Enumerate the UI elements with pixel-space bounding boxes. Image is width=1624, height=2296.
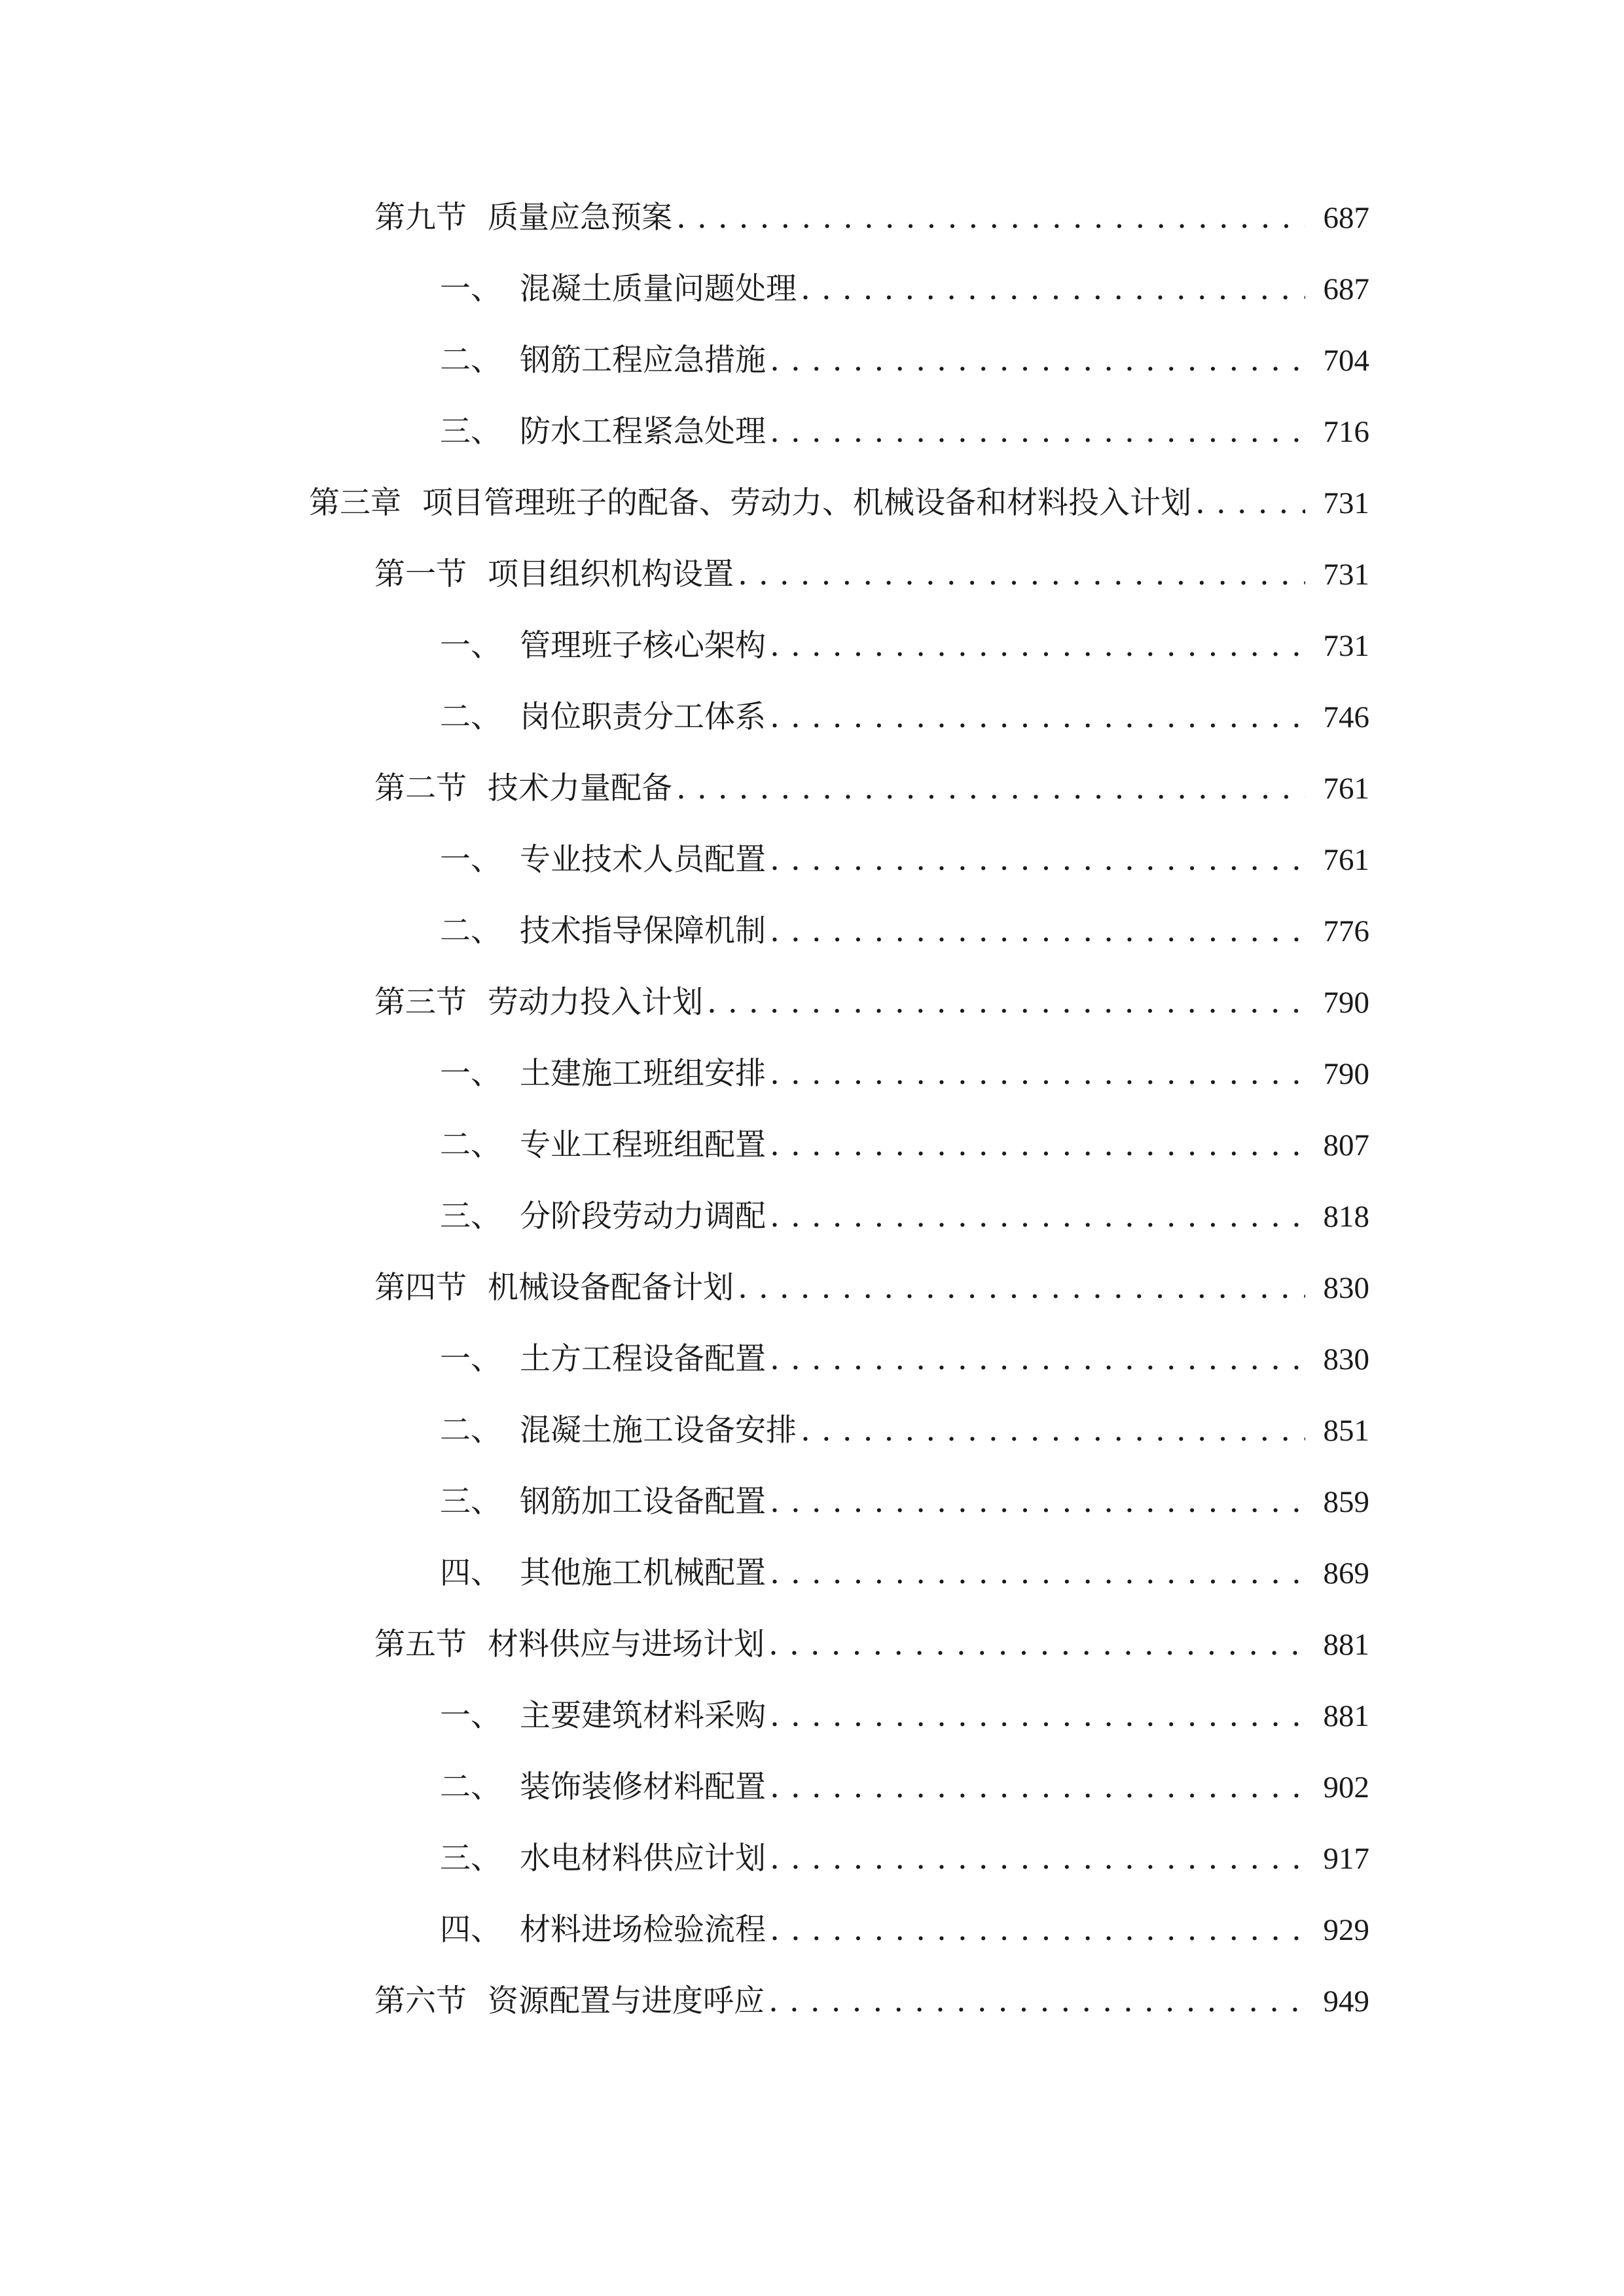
toc-entry-item[interactable] (440, 1194, 1369, 1240)
toc-entry-item[interactable] (440, 1408, 1369, 1454)
toc-entry-title: 专业技术人员配置 (520, 842, 766, 878)
toc-entry-number: 一、 (440, 271, 501, 307)
dot-leader (770, 1336, 1305, 1382)
toc-entry-number: 第二节 (374, 770, 467, 806)
toc-entry-number: 二、 (440, 699, 501, 735)
toc-entry-title: 主要建筑材料采购 (520, 1698, 766, 1734)
toc-entry-section[interactable] (374, 980, 1369, 1026)
toc-entry-title: 资源配置与进度呼应 (488, 1983, 765, 2019)
toc-entry-section[interactable] (374, 1979, 1369, 2024)
toc-entry-number: 一、 (440, 628, 501, 664)
toc-entry-title: 土建施工班组安排 (520, 1056, 766, 1092)
toc-entry-number: 三、 (440, 1840, 501, 1876)
toc-entry-number: 三、 (440, 414, 501, 450)
toc-entry-item[interactable] (440, 837, 1369, 883)
toc-entry-chapter[interactable] (309, 480, 1369, 526)
dot-leader (770, 1765, 1305, 1810)
dot-leader (1195, 480, 1305, 526)
toc-entry-number: 第三节 (374, 984, 467, 1020)
toc-entry-item[interactable] (440, 1336, 1369, 1382)
toc-entry-number: 第一节 (374, 556, 467, 592)
dot-leader (801, 1408, 1305, 1454)
toc-entry-title: 水电材料供应计划 (520, 1840, 766, 1876)
toc-entry-page: 790 (1323, 986, 1369, 1020)
toc-entry-title: 材料进场检验流程 (520, 1912, 766, 1948)
toc-entry-page: 716 (1323, 415, 1369, 449)
dot-leader (676, 766, 1305, 812)
toc-entry-page: 818 (1323, 1200, 1369, 1234)
toc-entry-number: 第四节 (374, 1270, 467, 1306)
dot-leader (770, 338, 1305, 384)
toc-entry-title: 管理班子核心架构 (520, 628, 766, 664)
toc-entry-page: 790 (1323, 1057, 1369, 1091)
toc-entry-number: 二、 (440, 1769, 501, 1805)
dot-leader (738, 552, 1305, 598)
toc-entry-number: 第九节 (374, 200, 467, 236)
toc-entry-title: 钢筋工程应急措施 (520, 342, 766, 378)
toc-entry-title: 机械设备配备计划 (488, 1270, 734, 1306)
toc-entry-item[interactable] (440, 409, 1369, 455)
toc-entry-page: 881 (1323, 1628, 1369, 1662)
toc-entry-item[interactable] (440, 338, 1369, 384)
toc-entry-page: 949 (1323, 1984, 1369, 2018)
toc-entry-page: 881 (1323, 1699, 1369, 1733)
toc-entry-number: 三、 (440, 1484, 501, 1520)
toc-entry-title: 土方工程设备配置 (520, 1341, 766, 1377)
dot-leader (676, 195, 1305, 241)
dot-leader (768, 1979, 1305, 2024)
toc-entry-item[interactable] (440, 694, 1369, 740)
toc-entry-page: 807 (1323, 1128, 1369, 1162)
dot-leader (770, 623, 1305, 669)
dot-leader (768, 1622, 1305, 1668)
dot-leader (707, 980, 1305, 1026)
toc-entry-number: 一、 (440, 1341, 501, 1377)
toc-entry-number: 第五节 (374, 1626, 467, 1662)
dot-leader (770, 1479, 1305, 1525)
toc-entry-item[interactable] (440, 266, 1369, 312)
toc-entry-page: 761 (1323, 843, 1369, 877)
toc-entry-title: 项目管理班子的配备、劳动力、机械设备和材料投入计划 (422, 485, 1191, 521)
toc-entry-page: 746 (1323, 700, 1369, 734)
toc-entry-page: 761 (1323, 772, 1369, 806)
toc-entry-page: 902 (1323, 1770, 1369, 1804)
toc-entry-number: 一、 (440, 1698, 501, 1734)
toc-entry-page: 776 (1323, 914, 1369, 948)
toc-entry-title: 专业工程班组配置 (520, 1127, 766, 1163)
toc-entry-number: 第三章 (309, 485, 401, 521)
toc-entry-item[interactable] (440, 1122, 1369, 1168)
toc-entry-number: 四、 (440, 1912, 501, 1948)
dot-leader (770, 1551, 1305, 1596)
toc-entry-title: 项目组织机构设置 (488, 556, 734, 592)
toc-entry-title: 其他施工机械配置 (520, 1555, 766, 1591)
toc-entry-item[interactable] (440, 623, 1369, 669)
toc-entry-page: 830 (1323, 1342, 1369, 1376)
toc-entry-section[interactable] (374, 1265, 1369, 1311)
toc-entry-item[interactable] (440, 908, 1369, 954)
toc-entry-title: 混凝土施工设备安排 (520, 1412, 797, 1448)
toc-entry-page: 859 (1323, 1485, 1369, 1519)
toc-entry-title: 材料供应与进场计划 (488, 1626, 765, 1662)
toc-entry-page: 929 (1323, 1913, 1369, 1947)
toc-entry-title: 技术指导保障机制 (520, 913, 766, 949)
toc-entry-page: 917 (1323, 1842, 1369, 1876)
toc-entry-page: 731 (1323, 558, 1369, 592)
toc-entry-number: 二、 (440, 1127, 501, 1163)
dot-leader (770, 1836, 1305, 1882)
dot-leader (770, 1907, 1305, 1953)
toc-entry-number: 四、 (440, 1555, 501, 1591)
toc-entry-page: 869 (1323, 1556, 1369, 1590)
dot-leader (738, 1265, 1305, 1311)
toc-entry-number: 二、 (440, 1412, 501, 1448)
dot-leader (770, 908, 1305, 954)
toc-entry-title: 混凝土质量问题处理 (520, 271, 797, 307)
dot-leader (770, 1122, 1305, 1168)
dot-leader (770, 409, 1305, 455)
toc-entry-page: 731 (1323, 629, 1369, 663)
toc-entry-item[interactable] (440, 1836, 1369, 1882)
dot-leader (770, 1693, 1305, 1739)
toc-entry-item[interactable] (440, 1479, 1369, 1525)
toc-entry-page: 704 (1323, 344, 1369, 378)
dot-leader (801, 266, 1305, 312)
toc-entry-item[interactable] (440, 1907, 1369, 1953)
toc-entry-number: 二、 (440, 342, 501, 378)
toc-entry-title: 劳动力投入计划 (488, 984, 703, 1020)
dot-leader (770, 694, 1305, 740)
toc-entry-page: 731 (1323, 486, 1369, 520)
toc-entry-number: 一、 (440, 1056, 501, 1092)
toc-entry-page: 687 (1323, 201, 1369, 235)
dot-leader (770, 1051, 1305, 1097)
toc-entry-title: 质量应急预案 (488, 200, 672, 236)
toc-entry-section[interactable] (374, 1622, 1369, 1668)
toc-entry-page: 851 (1323, 1414, 1369, 1448)
toc-entry-section[interactable] (374, 552, 1369, 598)
toc-entry-number: 三、 (440, 1198, 501, 1234)
toc-entry-number: 二、 (440, 913, 501, 949)
toc-entry-item[interactable] (440, 1765, 1369, 1810)
toc-entry-number: 第六节 (374, 1983, 467, 2019)
toc-entry-item[interactable] (440, 1051, 1369, 1097)
toc-entry-title: 岗位职责分工体系 (520, 699, 766, 735)
toc-entry-page: 830 (1323, 1271, 1369, 1305)
toc-entry-page: 687 (1323, 272, 1369, 306)
toc-entry-title: 钢筋加工设备配置 (520, 1484, 766, 1520)
toc-entry-title: 分阶段劳动力调配 (520, 1198, 766, 1234)
toc-entry-title: 防水工程紧急处理 (520, 414, 766, 450)
toc-entry-title: 技术力量配备 (488, 770, 672, 806)
dot-leader (770, 1194, 1305, 1240)
toc-entry-item[interactable] (440, 1551, 1369, 1596)
toc-entry-item[interactable] (440, 1693, 1369, 1739)
toc-entry-section[interactable] (374, 766, 1369, 812)
dot-leader (770, 837, 1305, 883)
toc-entry-title: 装饰装修材料配置 (520, 1769, 766, 1805)
toc-entry-section[interactable] (374, 195, 1369, 241)
toc-entry-number: 一、 (440, 842, 501, 878)
